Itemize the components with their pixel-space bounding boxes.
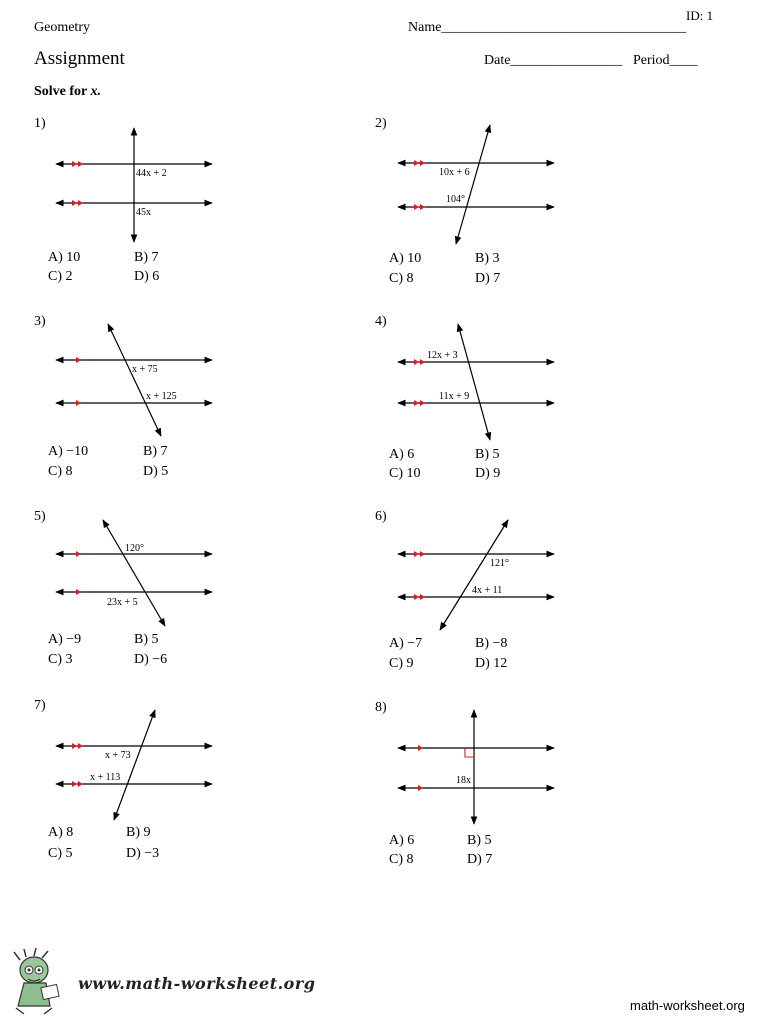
problem-7-choice-c: C) 5: [48, 846, 73, 861]
problem-3-number: 3): [34, 314, 46, 329]
problem-8-diagram: [392, 704, 562, 829]
problem-5-choice-b: B) 5: [134, 632, 159, 647]
problem-6-label-b: 4x + 11: [472, 585, 503, 596]
mascot-logo-icon: [6, 948, 76, 1018]
problem-6-label-a: 121°: [490, 558, 509, 569]
problem-5-choice-d: D) −6: [134, 652, 168, 667]
problem-7-choice-a: A) 8: [48, 825, 74, 840]
problem-3-choice-d: D) 5: [143, 464, 169, 479]
problem-3-diagram: [50, 318, 220, 443]
date-field: Date________________: [484, 53, 623, 68]
problem-4-choice-a: A) 6: [389, 447, 415, 462]
problem-3-choice-a: A) −10: [48, 444, 89, 459]
instruction-text: Solve for: [34, 84, 91, 99]
problem-2-label-a: 10x + 6: [439, 167, 470, 178]
footer-logo-text: www.math-worksheet.org: [78, 974, 316, 993]
problem-5-choice-c: C) 3: [48, 652, 73, 667]
problem-1-number: 1): [34, 116, 46, 131]
subject-label: Geometry: [34, 20, 90, 35]
problem-2-number: 2): [375, 116, 387, 131]
problem-5-label-a: 120°: [125, 543, 144, 554]
date-period-row: [484, 53, 698, 69]
problem-4-choice-d: D) 9: [475, 466, 501, 481]
problem-6-choice-d: D) 12: [475, 656, 508, 671]
problem-8-number: 8): [375, 700, 387, 715]
problem-5-choice-a: A) −9: [48, 632, 82, 647]
name-field: Name___________________________________: [408, 20, 687, 35]
problem-8-label-a: 18x: [456, 775, 471, 786]
problem-1-label-b: 45x: [136, 207, 151, 218]
problem-2-choice-c: C) 8: [389, 271, 414, 286]
problem-3-choice-c: C) 8: [48, 464, 73, 479]
problem-1-choice-b: B) 7: [134, 250, 159, 265]
problem-8-choice-a: A) 6: [389, 833, 415, 848]
problem-2-choice-a: A) 10: [389, 251, 422, 266]
problem-6-choice-b: B) −8: [475, 636, 508, 651]
problem-8-choice-c: C) 8: [389, 852, 414, 867]
problem-2-label-b: 104°: [446, 194, 465, 205]
period-field: Period____: [632, 53, 698, 68]
problem-4-label-b: 11x + 9: [439, 391, 470, 402]
problem-4-choice-b: B) 5: [475, 447, 500, 462]
instruction-variable: x.: [90, 84, 102, 99]
problem-7-diagram: [50, 704, 220, 824]
instructions: [34, 84, 101, 100]
problem-6-choice-c: C) 9: [389, 656, 414, 671]
problem-2-choice-d: D) 7: [475, 271, 501, 286]
problem-1-label-a: 44x + 2: [136, 168, 167, 179]
problem-4-label-a: 12x + 3: [427, 350, 458, 361]
problem-8-choice-d: D) 7: [467, 852, 493, 867]
problem-4-choice-c: C) 10: [389, 466, 421, 481]
problem-7-choice-d: D) −3: [126, 846, 160, 861]
problem-1-choice-d: D) 6: [134, 269, 160, 284]
page-title: Assignment: [34, 48, 125, 69]
problem-8-choice-b: B) 5: [467, 833, 492, 848]
problem-6-choice-a: A) −7: [389, 636, 423, 651]
problem-7-choice-b: B) 9: [126, 825, 151, 840]
problem-4-number: 4): [375, 314, 387, 329]
problem-1-diagram: [50, 124, 220, 249]
problem-4-diagram: [392, 318, 562, 448]
problem-5-diagram: [50, 514, 220, 634]
problem-2-diagram: [392, 120, 562, 250]
problem-7-label-a: x + 73: [105, 750, 131, 761]
problem-6-number: 6): [375, 509, 387, 524]
problem-1-choice-a: A) 10: [48, 250, 81, 265]
problem-2-choice-b: B) 3: [475, 251, 500, 266]
problem-1-choice-c: C) 2: [48, 269, 73, 284]
worksheet-id: ID: 1: [686, 8, 714, 23]
problem-7-number: 7): [34, 698, 46, 713]
problem-6-diagram: [392, 514, 562, 634]
problem-5-label-b: 23x + 5: [107, 597, 138, 608]
problem-5-number: 5): [34, 509, 46, 524]
problem-3-choice-b: B) 7: [143, 444, 168, 459]
problem-3-label-b: x + 125: [146, 391, 177, 402]
footer-site-url: math-worksheet.org: [630, 998, 745, 1013]
problem-3-label-a: x + 75: [132, 364, 158, 375]
problem-7-label-b: x + 113: [90, 772, 121, 783]
